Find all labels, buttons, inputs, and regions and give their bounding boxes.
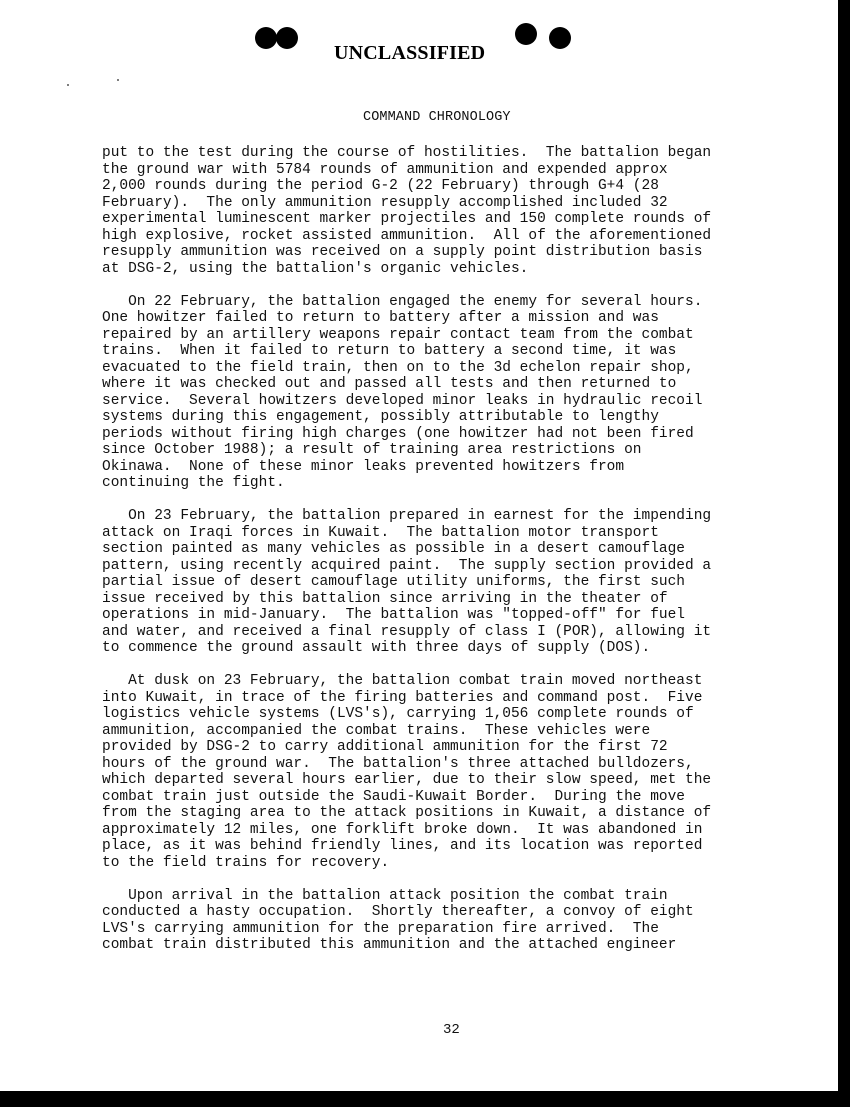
text-line: pattern, using recently acquired paint. The supply section provided a bbox=[102, 557, 712, 574]
classification-dot-icon bbox=[515, 23, 537, 45]
scan-speck bbox=[117, 79, 119, 81]
text-line: trains. When it failed to return to battery a second time, it was bbox=[102, 343, 677, 359]
text-line: LVS's carrying ammunition for the preparation fire arrived. The bbox=[102, 920, 659, 937]
text-line: place, as it was behind friendly lines, and its location was reported bbox=[102, 838, 703, 854]
text-line: from the staging area to the attack positions in Kuwait, a distance of bbox=[102, 805, 712, 821]
text-line: service. Several howitzers developed minor leaks in hydraulic recoil bbox=[102, 392, 703, 409]
text-line: periods without firing high charges (one howitzer had not been fired bbox=[102, 425, 694, 442]
text-line: evacuated to the field train, then on to the 3d echelon repair shop, bbox=[102, 359, 694, 376]
text-line: partial issue of desert camouflage utility uniforms, the first such bbox=[102, 574, 685, 590]
text-line: put to the test during the course of hostilities. The battalion began bbox=[102, 145, 712, 161]
text-line: which departed several hours earlier, due to their slow speed, met the bbox=[102, 772, 712, 788]
text-line: logistics vehicle systems (LVS's), carrying 1,056 complete rounds of bbox=[102, 706, 694, 722]
text-line: repaired by an artillery weapons repair contact team from the combat bbox=[102, 326, 694, 343]
text-line: attack on Iraqi forces in Kuwait. The battalion motor transport bbox=[102, 524, 659, 541]
classification-marking: UNCLASSIFIED bbox=[334, 42, 486, 64]
classification-dot-icon bbox=[276, 27, 298, 49]
text-line: conducted a hasty occupation. Shortly thereafter, a convoy of eight bbox=[102, 904, 694, 920]
text-line: approximately 12 miles, one forklift broke down. It was abandoned in bbox=[102, 821, 703, 838]
text-line: where it was checked out and passed all tests and then returned to bbox=[102, 376, 677, 392]
text-line: One howitzer failed to return to battery after a mission and was bbox=[102, 310, 659, 326]
paragraph bbox=[102, 294, 822, 492]
text-line: experimental luminescent marker projectiles and 150 complete rounds of bbox=[102, 211, 712, 227]
text-line: provided by DSG-2 to carry additional ammunition for the first 72 bbox=[102, 739, 668, 755]
document-body bbox=[102, 145, 822, 970]
text-line: section painted as many vehicles as possible in a desert camouflage bbox=[102, 541, 685, 557]
text-line: systems during this engagement, possibly attributable to lengthy bbox=[102, 409, 659, 425]
text-line: continuing the fight. bbox=[102, 475, 285, 491]
text-line: resupply ammunition was received on a supply point distribution basis bbox=[102, 244, 703, 260]
text-line: issue received by this battalion since arriving in the theater of bbox=[102, 590, 668, 607]
text-line: On 22 February, the battalion engaged the enemy for several hours. bbox=[102, 293, 703, 310]
text-line: since October 1988); a result of training area restrictions on bbox=[102, 442, 642, 458]
text-line: and water, and received a final resupply of class I (POR), allowing it bbox=[102, 623, 712, 640]
paragraph bbox=[102, 673, 822, 871]
text-line: at DSG-2, using the battalion's organic vehicles. bbox=[102, 260, 529, 277]
paragraph bbox=[102, 508, 822, 657]
text-line: high explosive, rocket assisted ammunition. All of the aforementioned bbox=[102, 227, 712, 244]
text-line: 2,000 rounds during the period G-2 (22 February) through G+4 (28 bbox=[102, 178, 659, 194]
scan-speck bbox=[67, 84, 69, 86]
text-line: February). The only ammunition resupply accomplished included 32 bbox=[102, 194, 668, 211]
text-line: At dusk on 23 February, the battalion combat train moved northeast bbox=[102, 673, 703, 689]
text-line: to commence the ground assault with three days of supply (DOS). bbox=[102, 640, 651, 656]
paragraph bbox=[102, 888, 822, 954]
page-header: COMMAND CHRONOLOGY bbox=[363, 110, 511, 125]
paragraph bbox=[102, 145, 822, 277]
page-number: 32 bbox=[443, 1022, 460, 1038]
text-line: hours of the ground war. The battalion's three attached bulldozers, bbox=[102, 755, 694, 772]
text-line: Upon arrival in the battalion attack position the combat train bbox=[102, 887, 668, 904]
text-line: into Kuwait, in trace of the firing batteries and command post. Five bbox=[102, 689, 703, 706]
text-line: ammunition, accompanied the combat trains. These vehicles were bbox=[102, 722, 651, 739]
classification-dot-icon bbox=[255, 27, 277, 49]
text-line: combat train distributed this ammunition and the attached engineer bbox=[102, 937, 677, 953]
text-line: combat train just outside the Saudi-Kuwait Border. During the move bbox=[102, 788, 685, 805]
text-line: On 23 February, the battalion prepared in earnest for the impending bbox=[102, 508, 712, 524]
text-line: the ground war with 5784 rounds of ammunition and expended approx bbox=[102, 161, 668, 178]
classification-dot-icon bbox=[549, 27, 571, 49]
text-line: Okinawa. None of these minor leaks prevented howitzers from bbox=[102, 458, 625, 475]
scan-right-border bbox=[838, 0, 850, 1107]
text-line: to the field trains for recovery. bbox=[102, 854, 390, 871]
text-line: operations in mid-January. The battalion was "topped-off" for fuel bbox=[102, 607, 685, 623]
scan-bottom-border bbox=[0, 1091, 850, 1107]
